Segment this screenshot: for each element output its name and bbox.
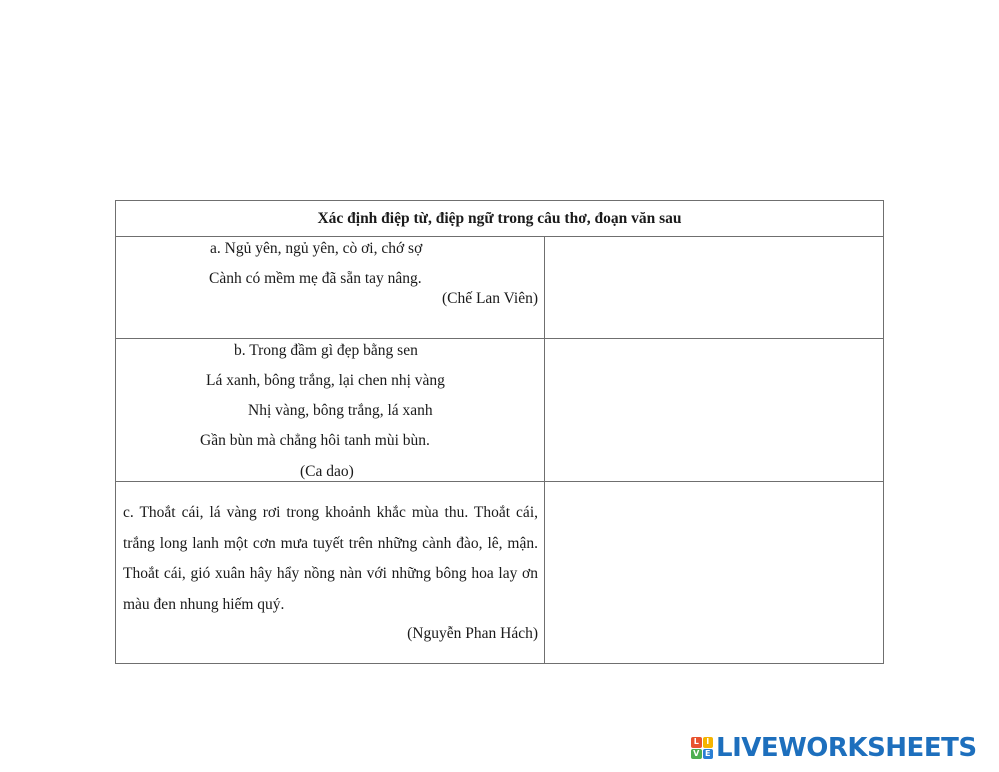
row-a-line-2: Cành có mềm mẹ đã sẵn tay nâng. <box>209 270 422 287</box>
logo-mark-i: I <box>703 737 714 748</box>
row-a-text-cell <box>116 237 545 338</box>
row-a-line-1: a. Ngủ yên, ngủ yên, cò ơi, chớ sợ <box>210 240 423 257</box>
row-c-paragraph: c. Thoắt cái, lá vàng rơi trong khoảnh khắc mùa thu. Thoắt cái, trắng long lanh một cơn mưa tuyết trên những cành đào, lê, mận. Thoắt cái, gió xuân hây hẩy nồng nàn với những bông hoa lay ơn màu đen nhung hiếm quý. <box>123 504 538 613</box>
row-b-line-2: Lá xanh, bông trắng, lại chen nhị vàng <box>206 372 445 389</box>
row-a <box>116 237 883 339</box>
logo-mark-e: E <box>703 749 714 760</box>
row-b-line-1: b. Trong đầm gì đẹp bằng sen <box>234 342 418 359</box>
row-b-answer-cell[interactable] <box>545 339 883 481</box>
liveworksheets-mark-icon <box>691 737 713 759</box>
row-c-text-cell <box>116 482 545 663</box>
row-a-source: (Chế Lan Viên) <box>441 290 538 307</box>
row-b-text-cell <box>116 339 545 481</box>
exercise-table <box>115 200 884 664</box>
row-b-source: (Ca dao) <box>300 463 354 480</box>
logo-mark-l: L <box>691 737 702 748</box>
liveworksheets-logo <box>691 733 977 763</box>
logo-mark-v: V <box>691 749 702 760</box>
row-b-line-3: Nhị vàng, bông trắng, lá xanh <box>248 402 433 419</box>
row-a-answer-cell[interactable] <box>545 237 883 338</box>
row-c <box>116 482 883 663</box>
row-c-answer-cell[interactable] <box>545 482 883 663</box>
row-b-line-4: Gần bùn mà chẳng hôi tanh mùi bùn. <box>200 432 430 449</box>
row-c-source: (Nguyễn Phan Hách) <box>407 625 538 642</box>
row-b <box>116 339 883 482</box>
liveworksheets-wordmark: LIVEWORKSHEETS <box>716 733 977 763</box>
table-header: Xác định điệp từ, điệp ngữ trong câu thơ, đoạn văn sau <box>116 201 883 237</box>
